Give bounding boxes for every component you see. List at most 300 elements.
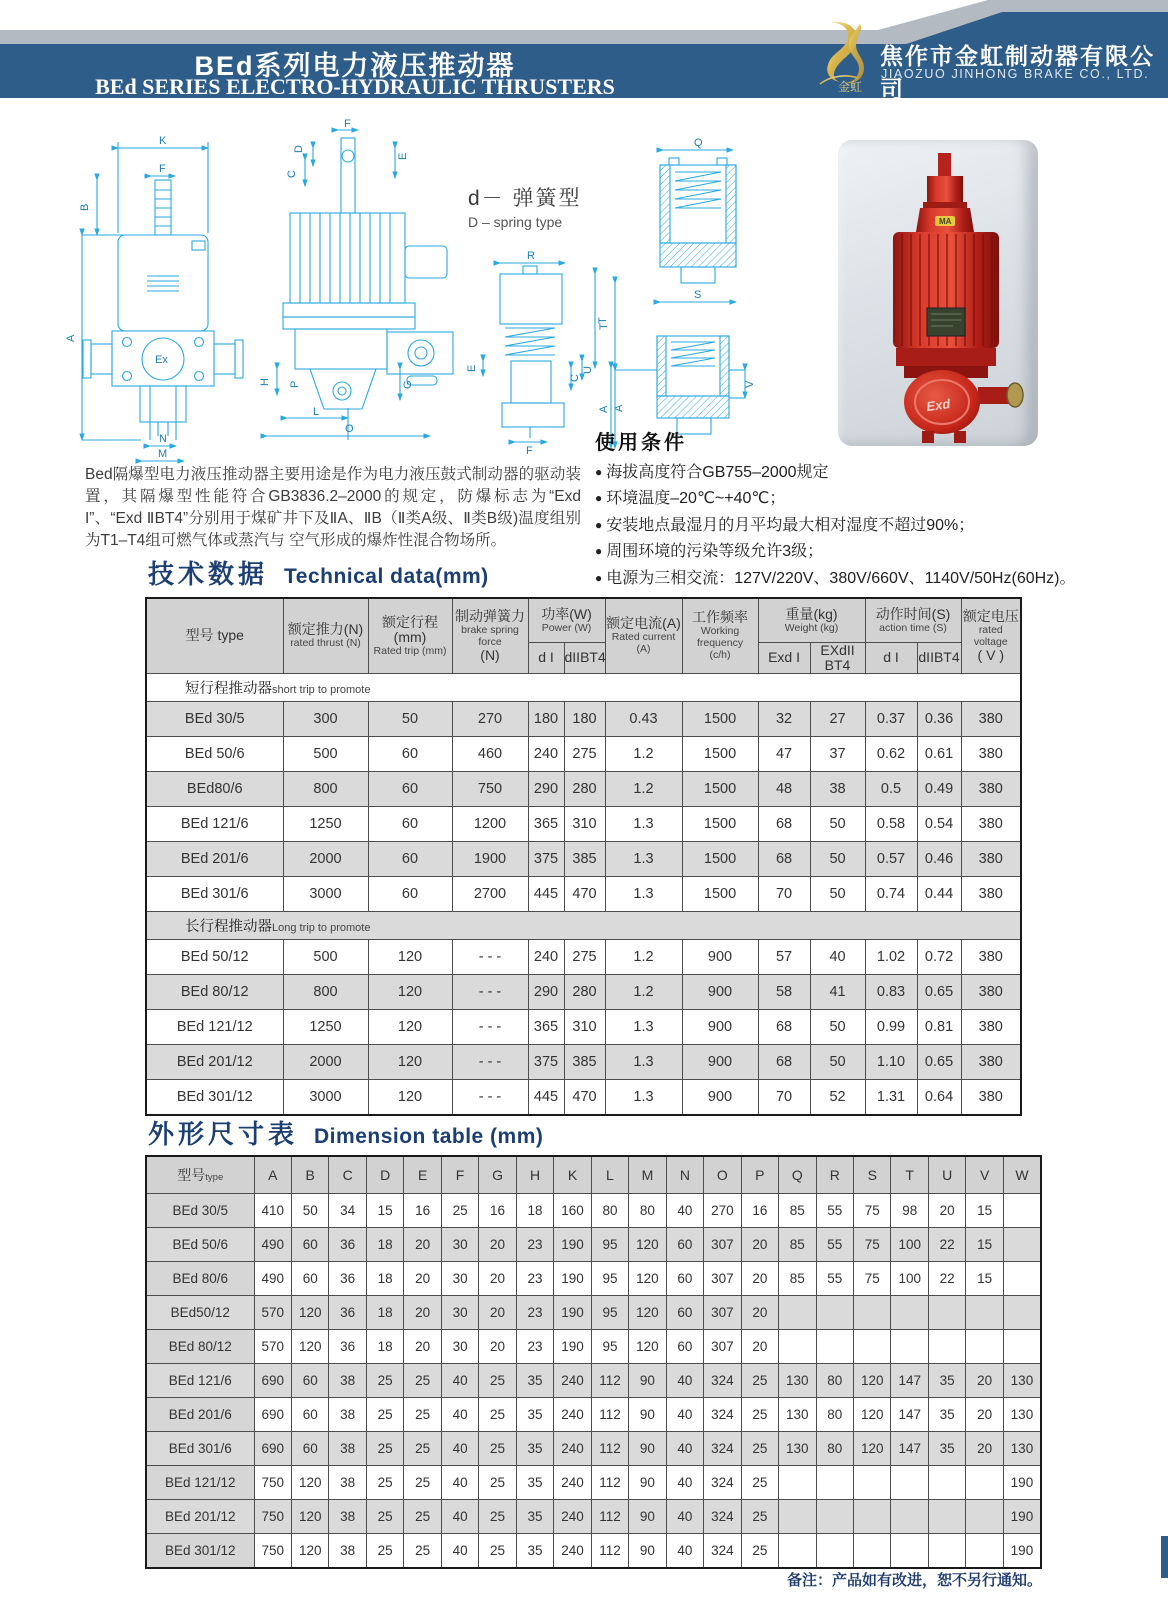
table-cell: BEd 50/6 bbox=[146, 1228, 254, 1262]
dim-col-header: S bbox=[854, 1156, 891, 1194]
table-cell: 20 bbox=[741, 1296, 778, 1330]
table-cell: 0.65 bbox=[917, 974, 961, 1009]
table-cell: 147 bbox=[891, 1398, 928, 1432]
table-cell: 380 bbox=[961, 939, 1021, 974]
table-cell: 460 bbox=[452, 736, 528, 771]
table-cell: 18 bbox=[366, 1296, 403, 1330]
col-trip: 额定行程(mm) Rated trip (mm) bbox=[368, 598, 452, 673]
table-cell: 25 bbox=[366, 1432, 403, 1466]
table-cell: 120 bbox=[368, 1009, 452, 1044]
table-cell: 30 bbox=[441, 1330, 478, 1364]
table-cell: 180 bbox=[564, 701, 605, 736]
section-view-drawing bbox=[615, 150, 745, 448]
table-cell: - - - bbox=[452, 974, 528, 1009]
table-cell: 112 bbox=[591, 1364, 628, 1398]
company-logo-icon bbox=[816, 18, 874, 94]
table-cell: 324 bbox=[704, 1500, 741, 1534]
dim-col-header: G bbox=[479, 1156, 516, 1194]
table-cell bbox=[779, 1534, 816, 1569]
table-cell: 385 bbox=[564, 1044, 605, 1079]
table-cell: 38 bbox=[329, 1500, 366, 1534]
table-cell: 90 bbox=[629, 1466, 666, 1500]
table-cell: 0.5 bbox=[865, 771, 917, 806]
table-cell: BEd 301/12 bbox=[146, 1534, 254, 1569]
table-cell: 130 bbox=[779, 1398, 816, 1432]
dim-col-header: E bbox=[404, 1156, 441, 1194]
table-cell: 40 bbox=[666, 1500, 703, 1534]
table-cell: 25 bbox=[479, 1398, 516, 1432]
svg-text:L: L bbox=[313, 406, 320, 418]
table-cell: 324 bbox=[704, 1364, 741, 1398]
table-cell: 130 bbox=[1003, 1398, 1041, 1432]
table-cell: 470 bbox=[564, 876, 605, 911]
table-cell: 60 bbox=[291, 1364, 328, 1398]
table-cell: 80 bbox=[816, 1432, 853, 1466]
table-row bbox=[146, 1228, 1041, 1262]
company-name: 焦作市金虹制动器有限公司 bbox=[880, 43, 1155, 102]
table-cell: 70 bbox=[758, 1079, 810, 1115]
table-cell: 160 bbox=[554, 1194, 591, 1228]
usage-item: ● 海拔高度符合GB755–2000规定 bbox=[595, 464, 1161, 482]
table-cell: 50 bbox=[810, 1009, 865, 1044]
table-cell: 35 bbox=[516, 1534, 553, 1569]
table-cell: 38 bbox=[329, 1466, 366, 1500]
table-cell: BEd 80/12 bbox=[146, 1330, 254, 1364]
table-cell: 25 bbox=[404, 1534, 441, 1569]
dim-col-header: M bbox=[629, 1156, 666, 1194]
table-cell: 25 bbox=[366, 1398, 403, 1432]
table-cell: 20 bbox=[479, 1262, 516, 1296]
table-cell: - - - bbox=[452, 939, 528, 974]
table-cell: 25 bbox=[741, 1364, 778, 1398]
dim-col-header: Q bbox=[779, 1156, 816, 1194]
svg-text:T: T bbox=[598, 323, 610, 330]
front-view-labels bbox=[65, 135, 168, 460]
table-cell: 490 bbox=[254, 1228, 291, 1262]
table-cell: 25 bbox=[366, 1500, 403, 1534]
table-cell: 1.2 bbox=[605, 974, 682, 1009]
table-cell: BEd 121/6 bbox=[146, 1364, 254, 1398]
table-cell: 38 bbox=[810, 771, 865, 806]
table-cell: 120 bbox=[291, 1330, 328, 1364]
table-cell: 750 bbox=[254, 1500, 291, 1534]
table-cell: 120 bbox=[629, 1228, 666, 1262]
table-cell: 20 bbox=[741, 1262, 778, 1296]
svg-text:C: C bbox=[286, 170, 298, 178]
table-cell: 50 bbox=[368, 701, 452, 736]
table-cell: 120 bbox=[629, 1330, 666, 1364]
svg-text:N: N bbox=[159, 433, 167, 445]
table-cell: 270 bbox=[452, 701, 528, 736]
table-cell: 30 bbox=[441, 1296, 478, 1330]
table-cell: 40 bbox=[441, 1466, 478, 1500]
table-cell: 112 bbox=[591, 1500, 628, 1534]
table-cell bbox=[928, 1534, 965, 1569]
col-model: 型号type bbox=[146, 1156, 254, 1194]
table-cell: 60 bbox=[368, 876, 452, 911]
table-cell: 25 bbox=[741, 1398, 778, 1432]
dim-col-header: N bbox=[666, 1156, 703, 1194]
table-row bbox=[146, 1466, 1041, 1500]
table-cell: 0.74 bbox=[865, 876, 917, 911]
table-cell bbox=[816, 1330, 853, 1364]
table-cell: 20 bbox=[479, 1228, 516, 1262]
table-cell: 0.62 bbox=[865, 736, 917, 771]
table-cell: 3000 bbox=[283, 1079, 368, 1115]
table-cell: 38 bbox=[329, 1364, 366, 1398]
table-cell bbox=[816, 1500, 853, 1534]
footer-note: 备注：产品如有改进，恕不另行通知。 bbox=[786, 1572, 1042, 1589]
table-cell: 190 bbox=[1003, 1534, 1041, 1569]
table-cell: BEd 201/12 bbox=[146, 1044, 283, 1079]
table-cell: 385 bbox=[564, 841, 605, 876]
table-cell: 15 bbox=[966, 1262, 1003, 1296]
table-cell: 240 bbox=[554, 1534, 591, 1569]
table-cell: 16 bbox=[479, 1194, 516, 1228]
table-cell: 90 bbox=[629, 1364, 666, 1398]
table-cell: 50 bbox=[291, 1194, 328, 1228]
table-cell: 100 bbox=[891, 1228, 928, 1262]
table-cell: 240 bbox=[554, 1432, 591, 1466]
table-row bbox=[146, 1500, 1041, 1534]
table-cell: 95 bbox=[591, 1330, 628, 1364]
dim-col-header: V bbox=[966, 1156, 1003, 1194]
table-cell: 3000 bbox=[283, 876, 368, 911]
svg-text:E: E bbox=[466, 364, 478, 372]
table-cell: 23 bbox=[516, 1262, 553, 1296]
spring-detail-drawing bbox=[483, 263, 611, 448]
tech-data-heading: 技术数据 Technical data(mm) bbox=[148, 559, 489, 589]
table-cell: 20 bbox=[741, 1228, 778, 1262]
table-cell: 120 bbox=[291, 1534, 328, 1569]
table-cell: 85 bbox=[779, 1194, 816, 1228]
dim-col-header: W bbox=[1003, 1156, 1041, 1194]
svg-text:U: U bbox=[582, 366, 594, 374]
table-cell: BEd 301/6 bbox=[146, 1432, 254, 1466]
table-cell: 190 bbox=[1003, 1500, 1041, 1534]
table-cell: 20 bbox=[928, 1194, 965, 1228]
table-cell bbox=[891, 1296, 928, 1330]
table-cell: 40 bbox=[441, 1364, 478, 1398]
svg-text:T: T bbox=[597, 317, 609, 324]
table-cell bbox=[928, 1466, 965, 1500]
table-cell: 690 bbox=[254, 1398, 291, 1432]
svg-text:A: A bbox=[613, 404, 625, 412]
table-row bbox=[146, 841, 1021, 876]
table-cell: 25 bbox=[404, 1500, 441, 1534]
table-cell: 25 bbox=[404, 1432, 441, 1466]
table-cell: 324 bbox=[704, 1398, 741, 1432]
table-cell bbox=[816, 1466, 853, 1500]
table-cell: 25 bbox=[479, 1500, 516, 1534]
table-cell: 324 bbox=[704, 1534, 741, 1569]
table-cell: 60 bbox=[666, 1296, 703, 1330]
table-cell: 240 bbox=[528, 939, 564, 974]
usage-item: ● 周围环境的污染等级允许3级； bbox=[595, 543, 1161, 561]
table-cell: 190 bbox=[554, 1296, 591, 1330]
table-cell: 310 bbox=[564, 1009, 605, 1044]
dimension-table bbox=[145, 1155, 1042, 1569]
table-cell: 47 bbox=[758, 736, 810, 771]
table-cell: 20 bbox=[479, 1296, 516, 1330]
svg-text:Q: Q bbox=[694, 137, 703, 149]
table-cell: 1200 bbox=[452, 806, 528, 841]
dimension-heading: 外形尺寸表 Dimension table (mm) bbox=[148, 1119, 544, 1149]
svg-text:E: E bbox=[397, 152, 409, 160]
table-cell: 1500 bbox=[682, 736, 758, 771]
subcol-power-d1: d I bbox=[528, 642, 564, 673]
table-row bbox=[146, 1364, 1041, 1398]
table-cell: 60 bbox=[368, 771, 452, 806]
table-cell: 23 bbox=[516, 1296, 553, 1330]
table-cell: 25 bbox=[441, 1194, 478, 1228]
table-cell: 0.49 bbox=[917, 771, 961, 806]
table-cell: 15 bbox=[966, 1194, 1003, 1228]
table-cell: 310 bbox=[564, 806, 605, 841]
table-cell: 270 bbox=[704, 1194, 741, 1228]
table-cell bbox=[966, 1296, 1003, 1330]
table-cell: 36 bbox=[329, 1228, 366, 1262]
table-cell: 55 bbox=[816, 1228, 853, 1262]
table-cell: 40 bbox=[441, 1500, 478, 1534]
table-cell: 50 bbox=[810, 876, 865, 911]
table-cell: 80 bbox=[591, 1194, 628, 1228]
table-cell: 410 bbox=[254, 1194, 291, 1228]
table-cell: 40 bbox=[810, 939, 865, 974]
table-cell: 68 bbox=[758, 806, 810, 841]
table-cell: 190 bbox=[554, 1228, 591, 1262]
table-row bbox=[146, 1432, 1041, 1466]
table-cell bbox=[891, 1330, 928, 1364]
table-cell: 50 bbox=[810, 1044, 865, 1079]
table-cell: 0.72 bbox=[917, 939, 961, 974]
dim-col-header: L bbox=[591, 1156, 628, 1194]
drawing-caption-en: D – spring type bbox=[468, 214, 563, 230]
table-cell: 380 bbox=[961, 701, 1021, 736]
table-row bbox=[146, 1194, 1041, 1228]
table-cell: 1.10 bbox=[865, 1044, 917, 1079]
table-row bbox=[146, 876, 1021, 911]
table-cell bbox=[854, 1296, 891, 1330]
table-cell: 40 bbox=[666, 1194, 703, 1228]
table-cell: 1.3 bbox=[605, 1009, 682, 1044]
table-cell: 36 bbox=[329, 1330, 366, 1364]
table-row bbox=[146, 1044, 1021, 1079]
table-cell: 25 bbox=[741, 1432, 778, 1466]
table-cell: 2000 bbox=[283, 1044, 368, 1079]
table-cell: 130 bbox=[779, 1364, 816, 1398]
table-cell: 20 bbox=[404, 1296, 441, 1330]
table-cell: 58 bbox=[758, 974, 810, 1009]
svg-text:P: P bbox=[289, 380, 301, 388]
table-cell: 1500 bbox=[682, 771, 758, 806]
table-cell: 41 bbox=[810, 974, 865, 1009]
table-cell: 90 bbox=[629, 1398, 666, 1432]
table-cell: 68 bbox=[758, 841, 810, 876]
dim-col-header: A bbox=[254, 1156, 291, 1194]
col-weight: 重量(kg) Weight (kg) bbox=[758, 598, 865, 642]
table-cell: 240 bbox=[554, 1500, 591, 1534]
table-row bbox=[146, 1330, 1041, 1364]
table-cell: 60 bbox=[666, 1330, 703, 1364]
table-cell: 1500 bbox=[682, 841, 758, 876]
table-cell: 25 bbox=[404, 1398, 441, 1432]
table-cell: 120 bbox=[368, 1044, 452, 1079]
table-cell: 0.64 bbox=[917, 1079, 961, 1115]
table-cell: 90 bbox=[629, 1534, 666, 1569]
table-cell: 1.3 bbox=[605, 1079, 682, 1115]
table-cell: 275 bbox=[564, 939, 605, 974]
drawing-caption bbox=[468, 182, 582, 230]
table-cell: 25 bbox=[741, 1534, 778, 1569]
table-cell: 25 bbox=[366, 1466, 403, 1500]
table-cell: 40 bbox=[666, 1398, 703, 1432]
svg-text:S: S bbox=[694, 289, 702, 301]
svg-text:A: A bbox=[65, 334, 77, 342]
svg-text:G: G bbox=[402, 380, 414, 389]
table-cell: 490 bbox=[254, 1262, 291, 1296]
dim-col-header: R bbox=[816, 1156, 853, 1194]
usage-title: 使用条件 bbox=[595, 432, 687, 454]
table-cell: 120 bbox=[854, 1432, 891, 1466]
table-cell: 20 bbox=[741, 1330, 778, 1364]
col-current: 额定电流(A) Rated current (A) bbox=[605, 598, 682, 673]
table-cell: 800 bbox=[283, 974, 368, 1009]
table-row bbox=[146, 736, 1021, 771]
table-cell: 0.46 bbox=[917, 841, 961, 876]
table-cell: 300 bbox=[283, 701, 368, 736]
table-cell bbox=[854, 1534, 891, 1569]
table-cell: BEd 301/6 bbox=[146, 876, 283, 911]
side-view-labels bbox=[259, 118, 414, 435]
table-cell: 25 bbox=[741, 1466, 778, 1500]
table-cell: 25 bbox=[366, 1364, 403, 1398]
table-cell: BEd 201/12 bbox=[146, 1500, 254, 1534]
table-cell: 380 bbox=[961, 1079, 1021, 1115]
col-voltage: 额定电压 rated voltage ( V ) bbox=[961, 598, 1021, 673]
table-cell: 50 bbox=[810, 841, 865, 876]
table-cell: 23 bbox=[516, 1228, 553, 1262]
table-cell: 900 bbox=[682, 939, 758, 974]
table-cell: 1250 bbox=[283, 1009, 368, 1044]
company-name-en: JIAOZUO JINHONG BRAKE CO., LTD. bbox=[881, 67, 1150, 81]
table-cell: 34 bbox=[329, 1194, 366, 1228]
table-cell: 120 bbox=[629, 1262, 666, 1296]
table-cell: 60 bbox=[291, 1432, 328, 1466]
table-cell: 112 bbox=[591, 1398, 628, 1432]
table-cell: 75 bbox=[854, 1194, 891, 1228]
table-cell: 0.43 bbox=[605, 701, 682, 736]
svg-text:Ex: Ex bbox=[155, 354, 168, 366]
table-cell: 0.61 bbox=[917, 736, 961, 771]
table-cell: 0.36 bbox=[917, 701, 961, 736]
table-cell: 445 bbox=[528, 1079, 564, 1115]
table-cell: 1.31 bbox=[865, 1079, 917, 1115]
table-cell: 1.2 bbox=[605, 939, 682, 974]
table-cell bbox=[1003, 1194, 1041, 1228]
table-cell: 23 bbox=[516, 1330, 553, 1364]
table-cell: 0.65 bbox=[917, 1044, 961, 1079]
table-cell bbox=[779, 1330, 816, 1364]
table-cell: 1.2 bbox=[605, 736, 682, 771]
col-action-time: 动作时间(S) action time (S) bbox=[865, 598, 961, 642]
table-cell: 380 bbox=[961, 806, 1021, 841]
table-cell: 16 bbox=[741, 1194, 778, 1228]
table-cell: 365 bbox=[528, 1009, 564, 1044]
table-cell: 35 bbox=[516, 1432, 553, 1466]
dim-col-header: B bbox=[291, 1156, 328, 1194]
table-cell: 900 bbox=[682, 974, 758, 1009]
table-cell: 30 bbox=[441, 1228, 478, 1262]
table-cell: 1.3 bbox=[605, 876, 682, 911]
usage-conditions bbox=[595, 426, 1161, 588]
front-view-drawing bbox=[82, 142, 243, 461]
drawing-caption-zh: d－ 弹簧型 bbox=[468, 187, 582, 210]
table-cell: 445 bbox=[528, 876, 564, 911]
table-row bbox=[146, 939, 1021, 974]
table-cell bbox=[891, 1534, 928, 1569]
table-cell: 18 bbox=[516, 1194, 553, 1228]
table-cell: 25 bbox=[479, 1534, 516, 1569]
table-cell: 100 bbox=[891, 1262, 928, 1296]
table-cell: 35 bbox=[516, 1364, 553, 1398]
table-cell: 25 bbox=[366, 1534, 403, 1569]
table-cell: 25 bbox=[404, 1466, 441, 1500]
technical-drawings bbox=[55, 118, 825, 460]
table-cell: 307 bbox=[704, 1228, 741, 1262]
table-cell: 275 bbox=[564, 736, 605, 771]
table-cell bbox=[966, 1466, 1003, 1500]
table-cell: BEd 121/6 bbox=[146, 806, 283, 841]
table-cell: 690 bbox=[254, 1364, 291, 1398]
table-cell: 60 bbox=[291, 1228, 328, 1262]
table-cell bbox=[779, 1500, 816, 1534]
table-cell: 20 bbox=[404, 1330, 441, 1364]
table-cell bbox=[928, 1500, 965, 1534]
table-cell: - - - bbox=[452, 1079, 528, 1115]
table-cell: 380 bbox=[961, 771, 1021, 806]
table-cell: 75 bbox=[854, 1228, 891, 1262]
table-cell bbox=[1003, 1262, 1041, 1296]
table-cell: 52 bbox=[810, 1079, 865, 1115]
table-cell: 0.58 bbox=[865, 806, 917, 841]
table-cell: 0.83 bbox=[865, 974, 917, 1009]
table-cell: 48 bbox=[758, 771, 810, 806]
thruster-image bbox=[838, 140, 1038, 446]
table-row bbox=[146, 1296, 1041, 1330]
table-cell: 190 bbox=[554, 1262, 591, 1296]
svg-text:M: M bbox=[158, 448, 168, 460]
table-cell: 750 bbox=[254, 1466, 291, 1500]
table-cell: 470 bbox=[564, 1079, 605, 1115]
table-cell: 36 bbox=[329, 1296, 366, 1330]
table-cell: 22 bbox=[928, 1262, 965, 1296]
table-cell: 240 bbox=[528, 736, 564, 771]
table-cell: 35 bbox=[928, 1398, 965, 1432]
table-cell: BEd50/12 bbox=[146, 1296, 254, 1330]
table-cell: 40 bbox=[666, 1364, 703, 1398]
table-cell: 570 bbox=[254, 1296, 291, 1330]
table-cell: 240 bbox=[554, 1364, 591, 1398]
table-cell: 55 bbox=[816, 1262, 853, 1296]
table-cell bbox=[891, 1500, 928, 1534]
table-cell: 380 bbox=[961, 876, 1021, 911]
table-cell: 35 bbox=[516, 1466, 553, 1500]
table-cell: 1.2 bbox=[605, 771, 682, 806]
table-row bbox=[146, 771, 1021, 806]
subcol-weight-1: Exd I bbox=[758, 642, 810, 673]
svg-text:V: V bbox=[744, 380, 756, 388]
